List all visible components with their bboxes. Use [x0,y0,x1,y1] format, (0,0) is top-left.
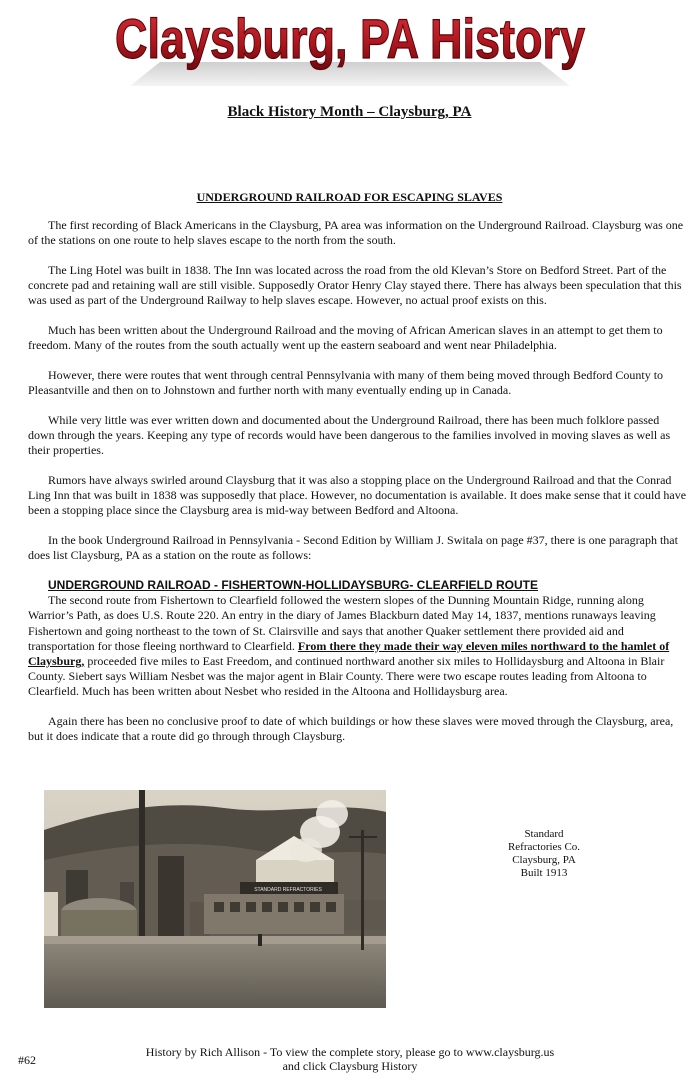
photo-illustration [44,790,386,1008]
caption-line: Refractories Co. [507,841,581,853]
paragraph: The first recording of Black Americans in the Claysburg, PA area was information on the Underground Railroad. Claysburg was one of the stations on one route to help slaves escape to the north from the south. [28,218,684,248]
page-number: #62 [18,1053,36,1067]
route-text-after: proceeded five miles to East Freedom, and continued northward another six miles to Hollidaysburg and Altoona in Blair County. Siebert says William Nesbet was the major agent in Blair County. There were two escape routes leading from Altoona to Clearfield. Much has been written about Nesbet who resided in the Altoona and Hollidaysburg area. [28,653,665,699]
page-subtitle: Black History Month – Claysburg, PA [227,104,472,120]
banner-graphic [100,0,600,88]
route-text-emphasis: From there they made their way eleven miles northward to the hamlet of Claysburg, [28,638,670,668]
paragraph: Rumors have always swirled around Claysburg that it was also a stopping place on the Underground Railroad and that the Conrad Ling Inn that was built in 1838 was supposedly that place. However, no documentation is available. It does make sense that it could have been a stopping place since the Claysburg area is mid-way between Bedford and Altoona. [28,472,687,518]
closing-paragraph: Again there has been no conclusive proof to date of which buildings or how these slaves were moved through the Claysburg, area, but it does indicate that a route did go through through Claysburg. [28,714,674,744]
paragraph: The Ling Hotel was built in 1838. The Inn was located across the road from the old Klevan’s Store on Bedford Street. Part of the concrete pad and retaining wall are still visible. Supposedly Orator Henry Clay stayed there. There has always been speculation that this was used as part of the Underground Railway to help slaves escape. However, no actual proof exists on this. [28,262,682,308]
refractory-photo [44,790,386,1008]
page-footer [60,1045,640,1073]
banner-title: Claysburg, PA History [115,7,585,70]
footer-line: and click Claysburg History [282,1059,418,1073]
section-heading: UNDERGROUND RAILROAD FOR ESCAPING SLAVES [196,190,503,204]
article-body [28,218,688,759]
caption-line: Built 1913 [520,867,568,879]
photo-sign: STANDARD REFRACTORIES [254,887,322,893]
paragraph: In the book Underground Railroad in Pennsylvania - Second Edition by William J. Switala on page #37, there is one paragraph that does list Claysburg, PA as a station on the route as follows: [28,533,678,563]
route-quote [28,578,688,700]
paragraph: While very little was ever written down and documented about the Underground Railroad, there has been much folklore passed down through the years. Keeping any type of records would have been dangerous to the families involved in moving slaves as well as their properties. [28,412,671,458]
caption-line: Standard [524,828,564,840]
caption-line: Claysburg, PA [512,854,576,866]
site-banner [100,0,600,88]
paragraph: However, there were routes that went through central Pennsylvania with many of them being moved through Bedford County to Pleasantville and then on to Johnstown and further north with many eventually ending up in Canada. [28,367,664,398]
photo-caption [484,828,604,880]
footer-line: History by Rich Allison - To view the complete story, please go to www.claysburg.us [145,1045,555,1059]
paragraph: Much has been written about the Underground Railroad and the moving of African American slaves in an attempt to get them to freedom. Many of the routes from the south actually went up the eastern seaboard and went near Philadelphia. [28,323,663,353]
route-text-before: The second route from Fishertown to Clearfield followed the western slopes of the Dunning Mountain Ridge, running along Warrior’s Path, as does U.S. Route 220. An entry in the diary of James Blackburn dated May 14, 1837, mentions runaways leaving Fishertown and going northeast to the town of St. Clairsville and says that another Quaker settlement there provided aid and transportation for those fleeing northward to Clearfield. [28,593,656,653]
route-heading: UNDERGROUND RAILROAD - FISHERTOWN-HOLLIDAYSBURG- CLEARFIELD ROUTE [48,577,538,592]
route-paragraph [28,593,688,699]
